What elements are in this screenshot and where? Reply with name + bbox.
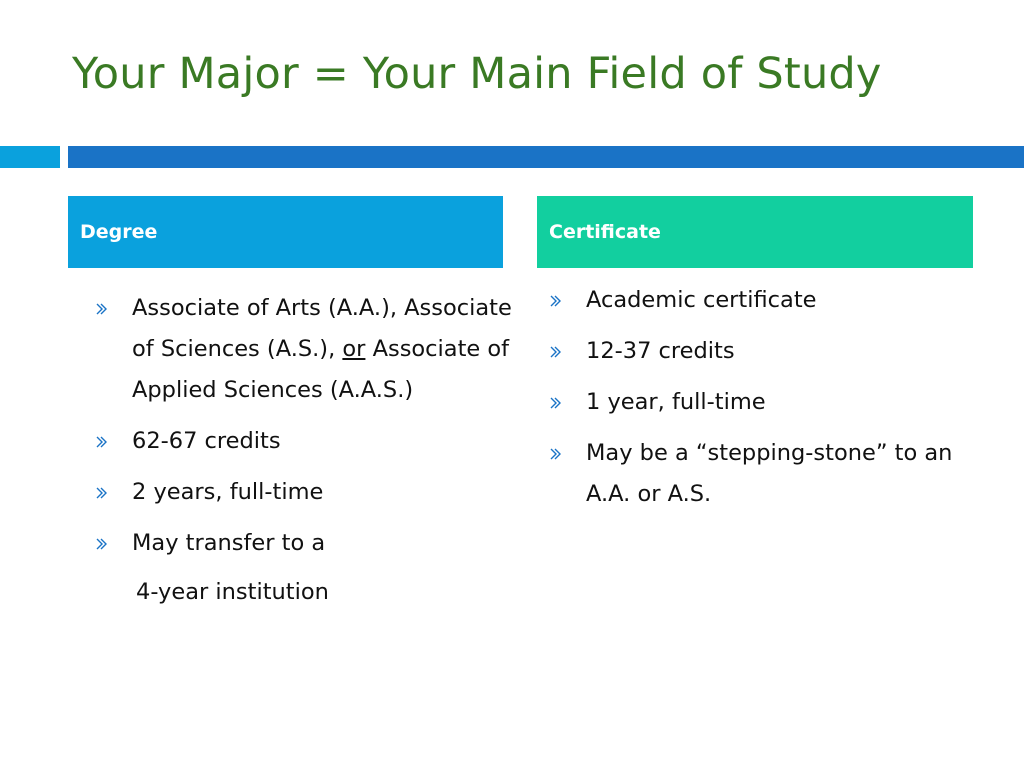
degree-header-label: Degree xyxy=(80,221,158,243)
degree-item-text: 2 years, full-time xyxy=(132,479,324,505)
degree-header xyxy=(68,196,503,268)
chevron-right-icon xyxy=(96,472,110,513)
degree-item-text xyxy=(132,295,512,403)
certificate-item-text: 12-37 credits xyxy=(586,338,735,364)
chevron-right-icon xyxy=(96,288,110,329)
degree-item-text-part2: Associate of Applied Sciences (A.A.S.) xyxy=(132,336,510,403)
list-item xyxy=(96,288,516,411)
degree-list xyxy=(96,288,516,623)
chevron-right-icon xyxy=(96,523,110,564)
list-item xyxy=(550,280,970,321)
accent-bar-small xyxy=(0,146,60,168)
chevron-right-icon xyxy=(550,382,564,423)
degree-item-text: 62-67 credits xyxy=(132,428,281,454)
list-item-continuation xyxy=(96,572,516,613)
list-item xyxy=(96,421,516,462)
chevron-right-icon xyxy=(550,331,564,372)
certificate-item-text: 1 year, full-time xyxy=(586,389,766,415)
accent-bar-large xyxy=(68,146,1024,168)
chevron-right-icon xyxy=(96,421,110,462)
list-item xyxy=(550,382,970,423)
list-item xyxy=(96,523,516,564)
certificate-item-text: Academic certificate xyxy=(586,287,817,313)
certificate-item-text: May be a “stepping-stone” to an A.A. or A.S. xyxy=(586,440,953,507)
list-item xyxy=(550,433,970,515)
list-item xyxy=(550,331,970,372)
degree-item-text: 4-year institution xyxy=(136,579,329,605)
chevron-right-icon xyxy=(550,433,564,474)
chevron-right-icon xyxy=(550,280,564,321)
slide-title: Your Major = Your Main Field of Study xyxy=(72,49,882,99)
certificate-header-label: Certificate xyxy=(549,221,661,243)
certificate-list xyxy=(550,280,970,525)
degree-item-emphasis: or xyxy=(342,336,366,362)
list-item xyxy=(96,472,516,513)
degree-item-text-part1: Associate of Arts (A.A.), Associate of Sciences (A.S.), xyxy=(132,295,512,362)
certificate-header xyxy=(537,196,973,268)
degree-item-text: May transfer to a xyxy=(132,530,326,556)
